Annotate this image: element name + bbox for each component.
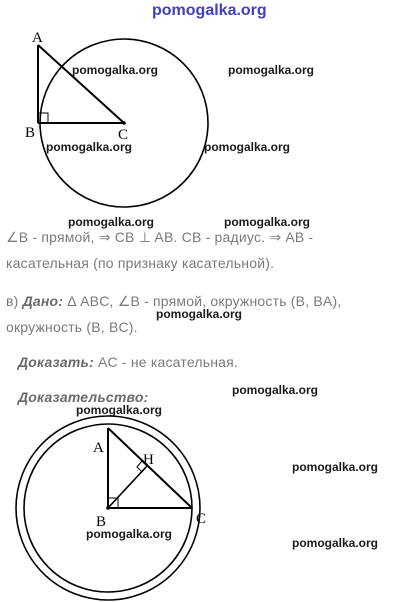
prove-label: Доказать:: [18, 354, 94, 370]
prove-text: AC - не касательная.: [97, 354, 238, 370]
figure-2-label-a: A: [93, 440, 104, 456]
figure-1-label-a: A: [32, 30, 43, 46]
watermark: pomogalka.org: [292, 536, 379, 550]
watermark: pomogalka.org: [232, 383, 319, 397]
watermark: pomogalka.org: [72, 63, 159, 77]
figure-2-center-point: [106, 506, 110, 510]
given-text: Δ ABC, ∠B - прямой, окружность (B, BA),: [67, 293, 342, 309]
given-label: Дано:: [22, 293, 64, 309]
figure-2-label-b: B: [96, 514, 107, 530]
proof-label: Доказательство:: [18, 389, 149, 405]
prove-line: [18, 354, 238, 370]
watermark: pomogalka.org: [86, 527, 173, 541]
figure-2-altitude-bh: [108, 466, 147, 508]
watermark: pomogalka.org: [156, 307, 243, 321]
figure-2-label-h: H: [143, 452, 154, 468]
watermark: pomogalka.org: [68, 215, 155, 229]
figure-2-side-ac: [108, 428, 192, 508]
watermark: pomogalka.org: [224, 215, 311, 229]
figure-2-label-c: C: [196, 511, 207, 527]
text-line-1: ∠B - прямой, ⇒ CB ⊥ AB. CB - радиус. ⇒ AB -: [6, 229, 314, 245]
text-line-2: касательная (по признаку касательной).: [6, 255, 275, 271]
watermark: pomogalka.org: [46, 140, 133, 154]
watermark: pomogalka.org: [76, 403, 163, 417]
site-header[interactable]: pomogalka.org: [152, 2, 267, 19]
figure-1-side-ac: [38, 45, 124, 123]
text-line-4: окружность (B, BC).: [6, 319, 138, 335]
watermark: pomogalka.org: [292, 460, 379, 474]
item-marker: в): [6, 293, 19, 309]
watermark: pomogalka.org: [204, 140, 291, 154]
figure-1-label-c: C: [118, 127, 129, 143]
figure-1-center-point: [122, 121, 126, 125]
watermark: pomogalka.org: [228, 63, 315, 77]
figure-2-diagram: [0, 410, 420, 602]
figure-1-diagram: [0, 20, 420, 220]
figure-1-label-b: B: [25, 125, 36, 141]
